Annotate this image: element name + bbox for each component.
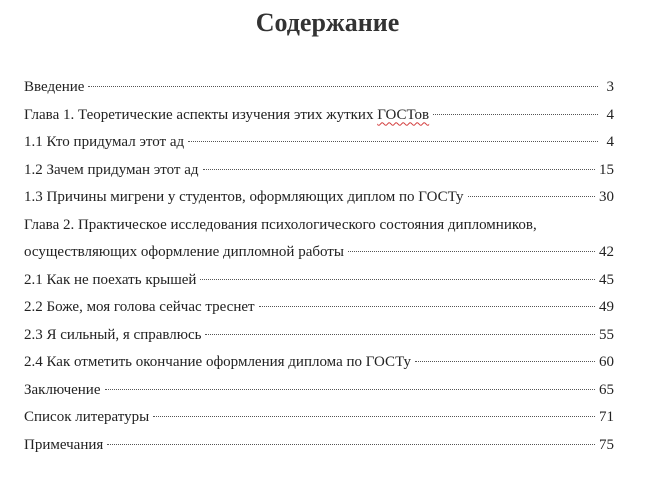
spellcheck-flagged-word: ГОСТов: [377, 106, 430, 123]
toc-page-number: 71: [599, 409, 614, 425]
toc-page-number: 4: [606, 106, 614, 123]
toc-entry-2-1: [24, 267, 614, 295]
toc-entry-text: Список литературы: [24, 409, 150, 425]
toc-page-number: 15: [599, 161, 614, 178]
toc-page-number: 75: [599, 436, 614, 453]
dot-leader: [468, 196, 595, 197]
toc-entry-text: 2.3 Я сильный, я справлюсь: [24, 326, 202, 343]
toc-entry-text: 2.1 Как не поехать крышей: [24, 271, 197, 288]
toc-entry-text: 2.4 Как отметить окончание оформления диплома по ГОСТу: [24, 354, 411, 370]
toc-page-number: 3: [606, 79, 614, 95]
dot-leader: [203, 169, 595, 170]
dot-leader: [205, 334, 595, 335]
dot-leader: [415, 361, 595, 362]
toc-page-number: 55: [599, 326, 614, 343]
dot-leader: [88, 86, 598, 87]
toc-page-number: 45: [599, 271, 614, 288]
toc-page-number: 60: [599, 354, 614, 370]
toc-entry-text: Примечания: [24, 436, 104, 453]
toc-page-number: 49: [599, 299, 614, 315]
toc-entry-introduction: [24, 74, 614, 102]
toc-entry-text: 1.1 Кто придумал этот ад: [24, 134, 185, 150]
toc-entry-text: Введение: [24, 79, 85, 95]
toc-entry-chapter-2-line-1: [24, 212, 614, 240]
toc-entry-2-2: [24, 294, 614, 322]
dot-leader: [107, 444, 595, 445]
toc-entry-chapter-2: [24, 239, 614, 267]
toc-page-number: 30: [599, 189, 614, 205]
toc-entry-1-1: [24, 129, 614, 157]
toc-entry-text: Глава 2. Практическое исследования психологического состояния дипломников,: [24, 216, 537, 233]
toc-entry-text: 2.2 Боже, моя голова сейчас треснет: [24, 299, 255, 315]
toc-entry-text: [24, 102, 431, 130]
dot-leader: [105, 389, 596, 390]
toc-page-number: 4: [606, 134, 614, 150]
toc-entry-chapter-1: [24, 102, 614, 130]
dot-leader: [188, 141, 598, 142]
toc-entry-text: Заключение: [24, 381, 101, 398]
dot-leader: [200, 279, 595, 280]
toc-entry-conclusion: [24, 377, 614, 405]
dot-leader: [433, 114, 598, 115]
dot-leader: [259, 306, 595, 307]
toc-list: [24, 74, 614, 459]
toc-entry-2-4: [24, 349, 614, 377]
toc-entry-notes: [24, 432, 614, 460]
toc-entry-1-3: [24, 184, 614, 212]
toc-title: Содержание: [255, 8, 400, 37]
toc-entry-1-2: [24, 157, 614, 185]
dot-leader: [348, 251, 595, 252]
toc-page-number: 65: [599, 381, 614, 398]
toc-entry-text: осуществляющих оформление дипломной работы: [24, 244, 344, 260]
toc-entry-references: [24, 404, 614, 432]
dot-leader: [153, 416, 595, 417]
toc-entry-text: 1.2 Зачем придуман этот ад: [24, 161, 199, 178]
toc-entry-text: 1.3 Причины мигрени у студентов, оформляющих диплом по ГОСТу: [24, 189, 464, 205]
toc-entry-2-3: [24, 322, 614, 350]
toc-entry-text-main: Глава 1. Теоретические аспекты изучения этих жутких: [24, 106, 378, 123]
toc-page-number: 42: [599, 244, 614, 260]
